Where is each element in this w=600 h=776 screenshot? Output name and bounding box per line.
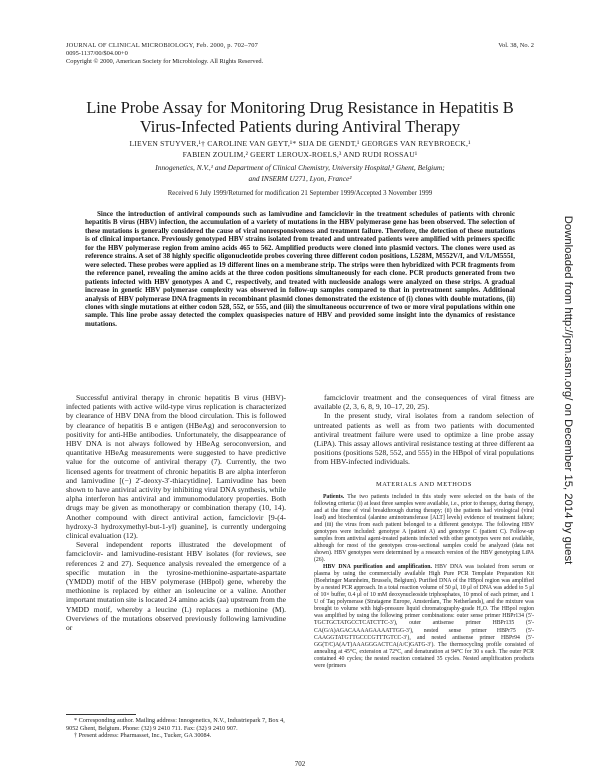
issn-line: 0095-1137/00/$04.00+0	[66, 50, 128, 58]
intro-paragraph-1: Successful antiviral therapy in chronic hepatitis B virus (HBV)-infected patients with active wild-type virus replication is characterized by clearance of HBV DNA from the blood circulation. This is followed by clearance of hepatitis B e antigen (HBeAg) and seroconversion to positivity for anti-HBe antibodies. Unfortunately, the disappearance of HBV DNA is not always followed by HBeAg seroconversion, and quantitative HBeAg measurements were suggested to have predictive value for the outcome of antiviral therapy (7). Currently, the two licensed agents for treatment of chronic hepatitis B are alpha interferon and lamivudine [(−) 2′-deoxy-3′-thiacytidine]. Lamivudine has been shown to have antiviral activity by inhibiting viral DNA synthesis, while alpha interferon has antiviral and immunomodulatory properties. Both drugs may be given as monotherapy or combination therapy (10, 14). Another compound with direct antiviral action, famciclovir [9-(4-hydroxy-3 hydroxymethyl-but-1-yl) guanine], is currently undergoing clinical evaluation (12).	[66, 393, 286, 541]
journal-citation: JOURNAL OF CLINICAL MICROBIOLOGY, Feb. 2000, p. 702–707	[66, 42, 259, 49]
intro-paragraph-3: famciclovir treatment and the consequences of viral fitness are available (2, 3, 6, 8, 9, 10–17, 20, 25).	[314, 393, 534, 412]
left-column	[66, 393, 286, 632]
footnote-corresponding-author: * Corresponding author. Mailing address: Innogenetics, N.V., Industriepark 7, Box 4, 9052 Ghent, Belgium. Phone: (32) 9 2410 711. Fax: (32) 9 2410 907.	[66, 717, 285, 732]
footnotes	[66, 717, 286, 740]
affiliation-line-2: and INSERM U271, Lyon, France²	[248, 173, 352, 183]
affiliations	[66, 163, 534, 184]
dna-text: HBV DNA was isolated from serum or plasma by using the commercially available High Pure PCR Template Preparation Kit (Boehringer Mannheim, Brussels, Belgium). Purified DNA of the HBpol region was amplified by a nested PCR approach. In a total reaction volume of 50 μl, 10 μl of DNA was added to 5 μl of 10× buffer, 0.4 μl of 10 mM deoxynucleoside triphosphates, 10 pmol of each primer, and 1 U of Taq polymerase (Stratagene Europe, Amsterdam, The Netherlands), and the mixture was brought to volume with high-pressure liquid chromatography-grade H₂O. The HBpol region was amplified by using the following primer combinations: outer sense primer HBPr134 (5′-TGCTGCTATGCCTCATCTTC-3′), outer antisense primer HBPr135 (5′-CA(G/A)AGACAAAAGAAAATTGG-3′), nested sense primer HBPr75 (5′-CAAGGTATGTTGCCCGTTTGTCC-3′), and nested antisense primer HBPr94 (5′-GG(T/C)A(A/T)AAAGGGACTCA(A/C)GATG-3′). The thermocycling profile consisted of annealing at 45°C, extension at 72°C, and denaturation at 94°C for 30 s each. The outer PCR contained 40 cycles; the nested reaction contained 35 cycles. Nested amplification products were (primers	[314, 564, 535, 669]
article-title: Line Probe Assay for Monitoring Drug Resistance in Hepatitis B Virus-Infected Patients during Antiviral Therapy	[86, 98, 514, 136]
authors-line-1: LIEVEN STUYVER,¹† CAROLINE VAN GEYT,¹* SIJA DE GENDT,¹ GEORGES VAN REYBROECK,¹	[129, 139, 471, 148]
affiliation-line-1: Innogenetics, N.V.,¹ and Department of Clinical Chemistry, University Hospital,³ Ghent, Belgium;	[155, 163, 445, 172]
right-column	[314, 393, 534, 670]
author-list	[66, 138, 534, 160]
footnote-present-address: † Present address: Pharmasset, Inc., Tucker, GA 30084.	[74, 732, 212, 740]
volume-issue: Vol. 38, No. 2	[498, 42, 534, 49]
section-heading: MATERIALS AND METHODS	[375, 480, 473, 488]
copyright-line: Copyright © 2000, American Society for Microbiology. All Rights Reserved.	[66, 58, 264, 66]
intro-paragraph-2: Several independent reports illustrated the development of famciclovir- and lamivudine-resistant HBV isolates (for reviews, see references 2 and 27). Sequence analysis revealed the emergence of a specific mutation in the tyrosine-methionine-aspartate-aspartate (YMDD) motif of the HBV polymerase (HBpol) gene, whereby the methionine is replaced by either an isoleucine or a valine. Another important mutation site is located 24 amino acids (aa) upstream from the YMDD motif, whereby a leucine (L) replaces a methionine (M). Overviews of the mutations observed previously following lamivudine or	[66, 540, 286, 633]
footnote-divider	[66, 714, 136, 715]
patients-text: The two patients included in this study were selected on the basis of the following criteria: (i) at least three samples were available, i.e., prior to therapy, during therapy, and at the time of viral breakthrough during therapy; (ii) the patients had virological (viral load) and biochemical (alanine aminotransferase [ALT] levels) evidence of treatment failure; and (iii) the virus from each patient belonged to a different genotype. The following HBV genotypes were included: genotype A (patient A) and genotype C (patient C). Follow-up samples from antiviral agent-treated patients infected with other genotypes were not available, although for most of the genotypes cross-sectional samples could be analyzed (data not shown). HBV genotypes were determined by a research version of the HBV genotyping LiPA (26).	[314, 493, 534, 564]
running-header	[66, 42, 534, 67]
abstract: Since the introduction of antiviral compounds such as lamivudine and famciclovir in the treatment schedules of patients with chronic hepatitis B virus (HBV) infection, the accumulation of a variety of mutations in the HBV polymerase gene has been observed. The selection of these mutations is generally considered the cause of viral nonresponsiveness and treatment failure. Therefore, the detection of these mutations is of clinical importance. Previously genotyped HBV strains isolated from treated and untreated patients were amplified with primers specific for the HBV polymerase region from amino acids 465 to 562. Amplified products were cloned into plasmid vectors. The clones were used as reference strains. A set of 38 highly specific oligonucleotide probes covering three different codon positions, L528M, M552V/I, and V/L/M555I, were selected. These probes were applied as 19 different lines on a membrane strip. The strips were then hybridized with PCR fragments from the reference panel, revealing the amino acids at the three codon positions simultaneously for each clone. PCR products generated from two patients infected with HBV genotypes A and C, respectively, and treated with nucleoside analogs were analyzed on these strips. A gradual increase in genetic HBV polymerase complexity was observed in follow-up samples compared to that in pretreatment samples. Additional analysis of HBV polymerase DNA fragments in recombinant plasmid clones demonstrated the existence of (i) clones with double mutations, (ii) clones with single mutations at either codon 528, 552, or 555, and (iii) the simultaneous occurrence of two or more viral populations within one sample. This line probe assay detected the complex quasispecies nature of HBV and provided some insight into the dynamics of resistance mutations.	[85, 210, 515, 328]
authors-line-2: FABIEN ZOULIM,² GEERT LEROUX-ROELS,³ AND RUDI ROSSAU¹	[182, 150, 418, 159]
methods-dna	[314, 564, 534, 670]
run-in-heading-dna: HBV DNA purification and amplification.	[323, 564, 432, 571]
run-in-heading-patients: Patients.	[323, 493, 345, 500]
download-watermark	[560, 210, 576, 570]
intro-paragraph-4: In the present study, viral isolates from a random selection of untreated patients as well as from two patients with documented antiviral treatment failure were used to optimize a line probe assay (LiPA). This assay allows antiviral resistance testing at three different aa positions (positions 528, 552, and 555) in the HBpol of viral populations from HBV-infected individuals.	[314, 411, 534, 467]
page-number: 702	[294, 760, 306, 768]
download-notice: Downloaded from http://jcm.asm.org/ on December 15, 2014 by guest	[562, 215, 574, 565]
received-dates: Received 6 July 1999/Returned for modification 21 September 1999/Accepted 3 November 1999	[167, 190, 433, 197]
methods-patients	[314, 494, 534, 564]
